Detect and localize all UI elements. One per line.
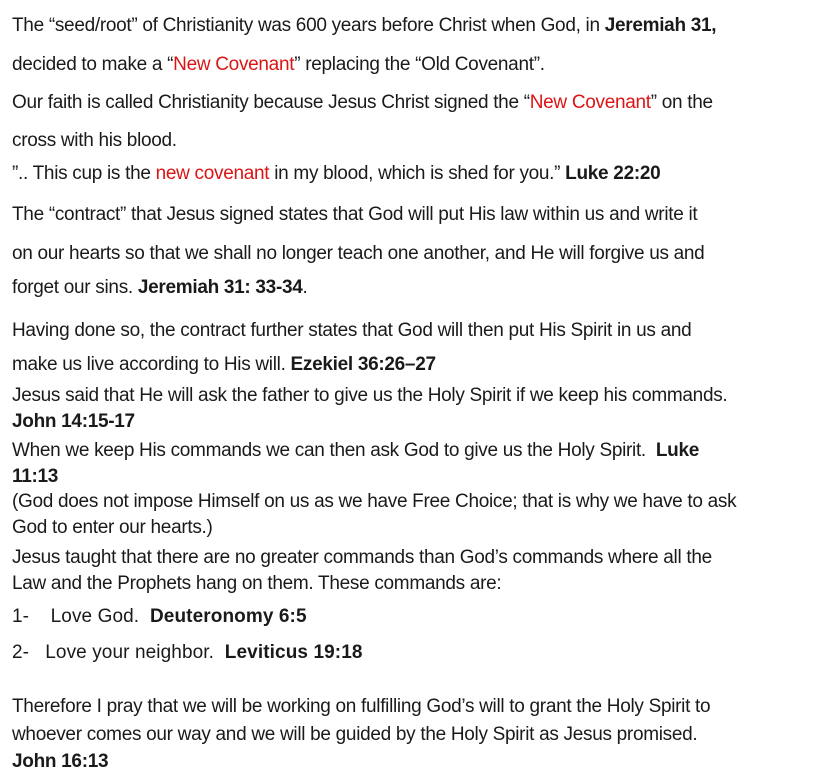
list-item-love-neighbor [12, 640, 363, 666]
text-run: Therefore I pray that we will be working on fulfilling God’s will to grant the Holy Spirit to [12, 696, 711, 717]
text-line [12, 13, 716, 39]
scripture-reference: 11:13 [12, 466, 59, 487]
text-line [12, 438, 699, 464]
text-line [12, 202, 697, 228]
text-run: on our hearts so that we shall no longer teach one another, and He will forgive us and [12, 243, 705, 264]
text-run: Law and the Prophets hang on them. These commands are: [12, 573, 502, 594]
scripture-reference: Jeremiah 31, [604, 15, 717, 36]
text-run: . [302, 277, 308, 298]
text-run: cross with his blood. [12, 130, 177, 151]
text-line [12, 489, 736, 515]
scripture-reference: Luke 22:20 [565, 163, 661, 184]
covenant-highlight-text: New Covenant [529, 92, 651, 113]
text-line [12, 318, 691, 344]
text-line [12, 90, 713, 116]
text-run: make us live according to His will. [12, 354, 291, 375]
text-line [12, 275, 308, 301]
list-item-love-god [12, 604, 307, 630]
text-line [12, 352, 436, 378]
text-run: The “seed/root” of Christianity was 600 years before Christ when God, in [12, 15, 605, 36]
scripture-reference: Leviticus 19:18 [224, 642, 363, 663]
covenant-highlight-text: New Covenant [173, 54, 295, 75]
text-run: Having done so, the contract further states that God will then put His Spirit in us and [12, 320, 692, 341]
text-run: Jesus said that He will ask the father to give us the Holy Spirit if we keep his commands. [12, 385, 728, 406]
text-line [12, 409, 135, 435]
text-run: in my blood, which is shed for you.” [269, 163, 566, 184]
text-line [12, 161, 660, 187]
text-run: Our faith is called Christianity because Jesus Christ signed the “ [12, 92, 530, 113]
scripture-reference: John 14:15-17 [12, 411, 135, 432]
text-run: ” replacing the “Old Covenant”. [294, 54, 545, 75]
scripture-reference: Jeremiah 31: 33-34 [137, 277, 303, 298]
text-line [12, 52, 545, 78]
text-run: forget our sins. [12, 277, 138, 298]
text-line [12, 749, 108, 775]
text-line [12, 128, 177, 154]
text-line [12, 571, 501, 597]
scripture-reference: John 16:13 [12, 751, 109, 772]
text-run: Jesus taught that there are no greater commands than God’s commands where all the [12, 547, 712, 568]
scripture-reference: Deuteronomy 6:5 [149, 606, 307, 627]
scripture-reference: Ezekiel 36:26–27 [290, 354, 436, 375]
text-line [12, 515, 213, 541]
text-run: decided to make a “ [12, 54, 174, 75]
text-line [12, 464, 58, 490]
text-line [12, 722, 697, 748]
text-line [12, 383, 727, 409]
scripture-reference: Luke [655, 440, 700, 461]
text-run: ” on the [650, 92, 713, 113]
text-line [12, 545, 712, 571]
text-run: When we keep His commands we can then ask God to give us the Holy Spirit. [12, 440, 656, 461]
text-run: The “contract” that Jesus signed states that God will put His law within us and write it [12, 204, 698, 225]
text-run: ”.. This cup is the [12, 163, 156, 184]
covenant-highlight-text: new covenant [155, 163, 270, 184]
text-run: 1- Love God. [12, 606, 150, 627]
text-line [12, 694, 710, 720]
text-run: 2- Love your neighbor. [12, 642, 225, 663]
text-line [12, 241, 704, 267]
text-run: whoever comes our way and we will be guided by the Holy Spirit as Jesus promised. [12, 724, 698, 745]
text-run: (God does not impose Himself on us as we have Free Choice; that is why we have to ask [12, 491, 737, 512]
text-run: God to enter our hearts.) [12, 517, 213, 538]
